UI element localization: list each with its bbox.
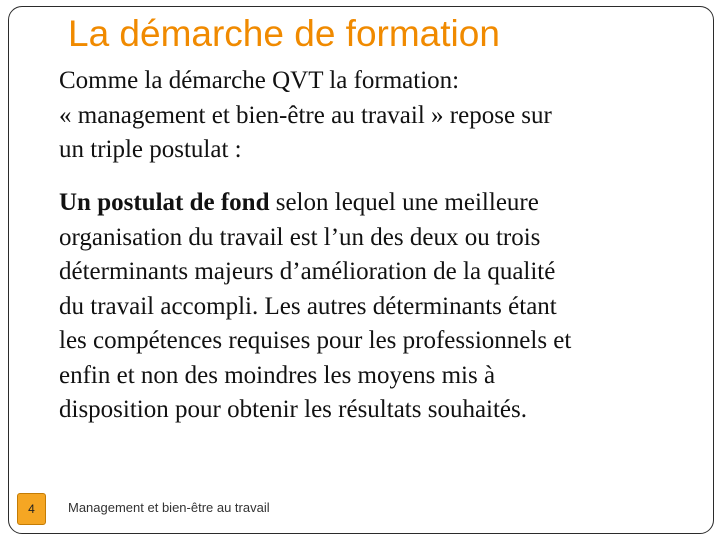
paragraph-line-6: enfin et non des moindres les moyens mis à (59, 361, 496, 389)
footer-text: Management et bien-être au travail (68, 500, 270, 515)
postulat-bold-lead: Un postulat de fond (59, 189, 270, 216)
page-number-badge (17, 493, 46, 525)
paragraph-line-7: disposition pour obtenir les résultats souhaités. (59, 396, 528, 423)
paragraph-line-3: déterminants majeurs d’amélioration de la qualité (59, 258, 556, 285)
paragraph-line-4: du travail accompli. Les autres déterminants étant (59, 292, 557, 320)
page-number: 4 (28, 502, 35, 516)
intro-line-2: « management et bien-être au travail » repose sur (59, 101, 552, 129)
intro-text (59, 64, 699, 168)
paragraph-line-1: selon lequel une meilleure (269, 189, 539, 216)
paragraph-line-2: organisation du travail est l’un des deux ou trois (59, 223, 541, 251)
postulat-paragraph (59, 186, 699, 428)
intro-line-3: un triple postulat : (59, 136, 242, 163)
slide-title: La démarche de formation (68, 13, 500, 54)
intro-line-1: Comme la démarche QVT la formation: (59, 67, 460, 94)
paragraph-line-5: les compétences requises pour les professionnels et (59, 327, 572, 354)
